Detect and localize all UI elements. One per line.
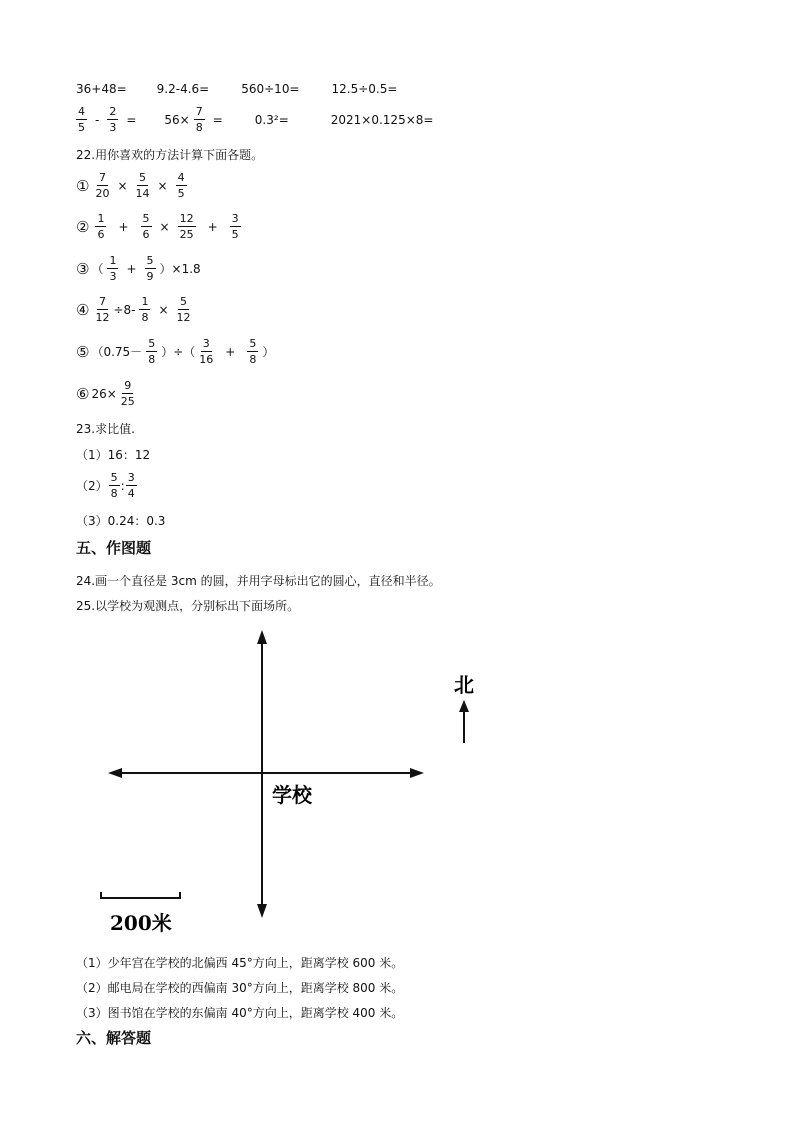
item-number: ③ xyxy=(76,259,90,278)
item-number: ④ xyxy=(76,300,90,319)
scale-label: 200米 xyxy=(110,911,172,935)
problem-text: ÷8- xyxy=(113,302,136,317)
scale-bar xyxy=(101,892,180,898)
item-number: ① xyxy=(76,176,90,195)
operator: = xyxy=(126,112,137,127)
item-number: ⑤ xyxy=(76,342,90,361)
problem-text: ）×1.8 xyxy=(159,262,201,276)
item-number: ⑥ xyxy=(76,384,90,403)
problem-text: 9.2-4.6= xyxy=(156,82,210,96)
q25-item-3: （3）图书馆在学校的东偏南 40°方向上，距离学校 400 米。 xyxy=(76,1006,404,1020)
fraction: $\frac{4}{5}$ xyxy=(78,105,85,134)
q25-item-2: （2）邮电局在学校的西偏南 30°方向上，距离学校 800 米。 xyxy=(76,981,404,995)
problem-text: 56× xyxy=(164,112,190,127)
problem-text: 560÷10= xyxy=(241,82,300,96)
problem-text: 0.3²= xyxy=(254,112,289,127)
fraction: $\frac{1}{8}$ xyxy=(141,295,149,324)
section-heading-5: 五、作图题 xyxy=(76,539,152,557)
q23-item-1: （1）16：12 xyxy=(76,448,151,462)
arrow-left-icon xyxy=(108,768,122,778)
q25-item-1: （1）少年宫在学校的北偏西 45°方向上，距离学校 600 米。 xyxy=(76,956,404,970)
problem-text: ）÷（ xyxy=(161,345,196,359)
fraction: $\frac{3}{16}$ xyxy=(199,337,214,366)
fraction: $\frac{5}{8}$ xyxy=(249,337,257,366)
fraction: $\frac{5}{9}$ xyxy=(146,254,154,283)
problem-text: 2021×0.125×8= xyxy=(330,112,434,127)
fraction: $\frac{3}{5}$ xyxy=(231,212,239,241)
fraction: $\frac{7}{20}$ xyxy=(95,171,110,200)
operator: × xyxy=(158,302,169,317)
operator: × xyxy=(159,219,170,234)
q24-text: 24.画一个直径是 3cm 的圆，并用字母标出它的圆心，直径和半径。 xyxy=(76,574,441,588)
fraction: $\frac{7}{8}$ xyxy=(195,105,203,134)
fraction: $\frac{12}{25}$ xyxy=(179,212,194,241)
q23-item-3: （3）0.24：0.3 xyxy=(76,514,166,528)
operator: + xyxy=(118,219,129,234)
problem-text: （0.75－ xyxy=(91,345,143,359)
operator: + xyxy=(225,344,236,359)
fraction: $\frac{1}{6}$ xyxy=(97,212,105,241)
paren: （ xyxy=(91,262,104,276)
school-label: 学校 xyxy=(272,783,312,807)
fraction: $\frac{5}{8}$ xyxy=(148,337,156,366)
fraction: $\frac{2}{3}$ xyxy=(109,105,117,134)
fraction: $\frac{5}{12}$ xyxy=(176,295,191,324)
fraction: $\frac{5}{6}$ xyxy=(142,212,150,241)
q23-title: 23.求比值. xyxy=(76,422,135,436)
operator: × xyxy=(117,178,128,193)
arrow-right-icon xyxy=(410,768,424,778)
problem-text: ） xyxy=(262,345,275,359)
q25-text: 25.以学校为观测点，分别标出下面场所。 xyxy=(76,599,300,613)
fraction: $\frac{3}{4}$ xyxy=(127,471,135,500)
north-arrow-icon xyxy=(459,700,469,712)
arrow-down-icon xyxy=(257,904,267,918)
q22-title: 22.用你喜欢的方法计算下面各题。 xyxy=(76,148,264,162)
fraction: $\frac{7}{12}$ xyxy=(95,295,110,324)
fraction: $\frac{1}{3}$ xyxy=(109,254,117,283)
operator: × xyxy=(157,178,168,193)
problem-text: 36+48= xyxy=(76,82,127,96)
arrow-up-icon xyxy=(257,630,267,644)
north-label: 北 xyxy=(454,673,474,697)
colon: : xyxy=(120,478,125,493)
operator: - xyxy=(95,112,100,127)
problem-text: 26× xyxy=(91,386,117,401)
fraction: $\frac{5}{8}$ xyxy=(110,471,118,500)
operator: + xyxy=(207,219,218,234)
item-number: ② xyxy=(76,217,90,236)
item-label: （2） xyxy=(76,479,108,493)
operator: + xyxy=(126,261,137,276)
section-heading-6: 六、解答题 xyxy=(76,1029,152,1047)
problem-text: 12.5÷0.5= xyxy=(331,82,398,96)
fraction: $\frac{5}{14}$ xyxy=(135,171,150,200)
operator: = xyxy=(212,112,223,127)
fraction: $\frac{4}{5}$ xyxy=(177,171,185,200)
fraction: $\frac{9}{25}$ xyxy=(120,379,135,408)
